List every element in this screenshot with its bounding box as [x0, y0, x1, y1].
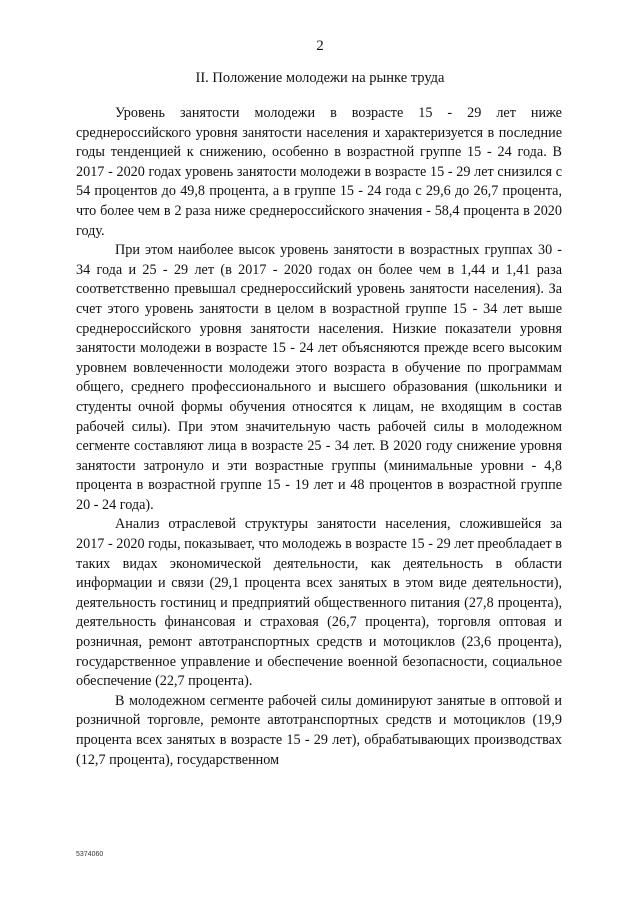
page-number: 2	[316, 38, 324, 54]
body-text	[76, 104, 562, 770]
section-title: II. Положение молодежи на рынке труда	[195, 70, 445, 86]
paragraph-age-groups: При этом наиболее высок уровень занятости в возрастных группах 30 - 34 года и 25 - 29 лет (в 2017 - 2020 годах он более чем в 1,44 и 1,41 раза соответственно превышал среднероссийский уровень занятости населения). За счет этого уровень занятости в целом в возрастной группе 15 - 34 лет выше среднероссийского уровня занятости населения. Низкие показатели уровня занятости молодежи в возрасте 15 - 24 лет объясняются прежде всего высоким уровнем вовлеченности молодежи этого возраста в обучение по программам общего, среднего профессионального и высшего образования (школьники и студенты очной формы обучения относятся к лицам, не входящим в состав рабочей силы). При этом значительную часть рабочей силы в молодежном сегменте составляют лица в возрасте 25 - 34 лет. В 2020 году снижение уровня занятости затронуло и эти возрастные группы (минимальные уровни - 4,8 процента в возрастной группе 15 - 19 лет и 48 процентов в возрастной группе 20 - 24 года).	[76, 242, 562, 513]
document-code: 5374060	[76, 851, 104, 858]
paragraph-sector-analysis: Анализ отраслевой структуры занятости населения, сложившейся за 2017 - 2020 годы, показывает, что молодежь в возрасте 15 - 29 лет преобладает в таких видах экономической деятельности, как деятельность в области информации и связи (29,1 процента всех занятых в этом виде деятельности), деятельность гостиниц и предприятий общественного питания (27,8 процента), деятельность финансовая и страховая (26,7 процента), торговля оптовая и розничная, ремонт автотранспортных средств и мотоциклов (23,6 процента), государственное управление и обеспечение военной безопасности, социальное обеспечение (22,7 процента).	[76, 516, 562, 690]
paragraph-youth-segment: В молодежном сегменте рабочей силы доминируют занятые в оптовой и розничной торговле, ремонте автотранспортных средств и мотоциклов (19,9 процента всех занятых в возрасте 15 - 29 лет), обрабатывающих производствах (12,7 процента), государственном	[76, 692, 562, 768]
paragraph-youth-employment-level: Уровень занятости молодежи в возрасте 15 - 29 лет ниже среднероссийского уровня занятости населения и характеризуется в последние годы тенденцией к снижению, особенно в возрастной группе 15 - 24 года. В 2017 - 2020 годах уровень занятости молодежи в возрасте 15 - 29 лет снизился с 54 процентов до 49,8 процента, а в группе 15 - 24 года с 29,6 до 26,7 процента, что более чем в 2 раза ниже среднероссийского значения - 58,4 процента в 2020 году.	[76, 105, 562, 239]
